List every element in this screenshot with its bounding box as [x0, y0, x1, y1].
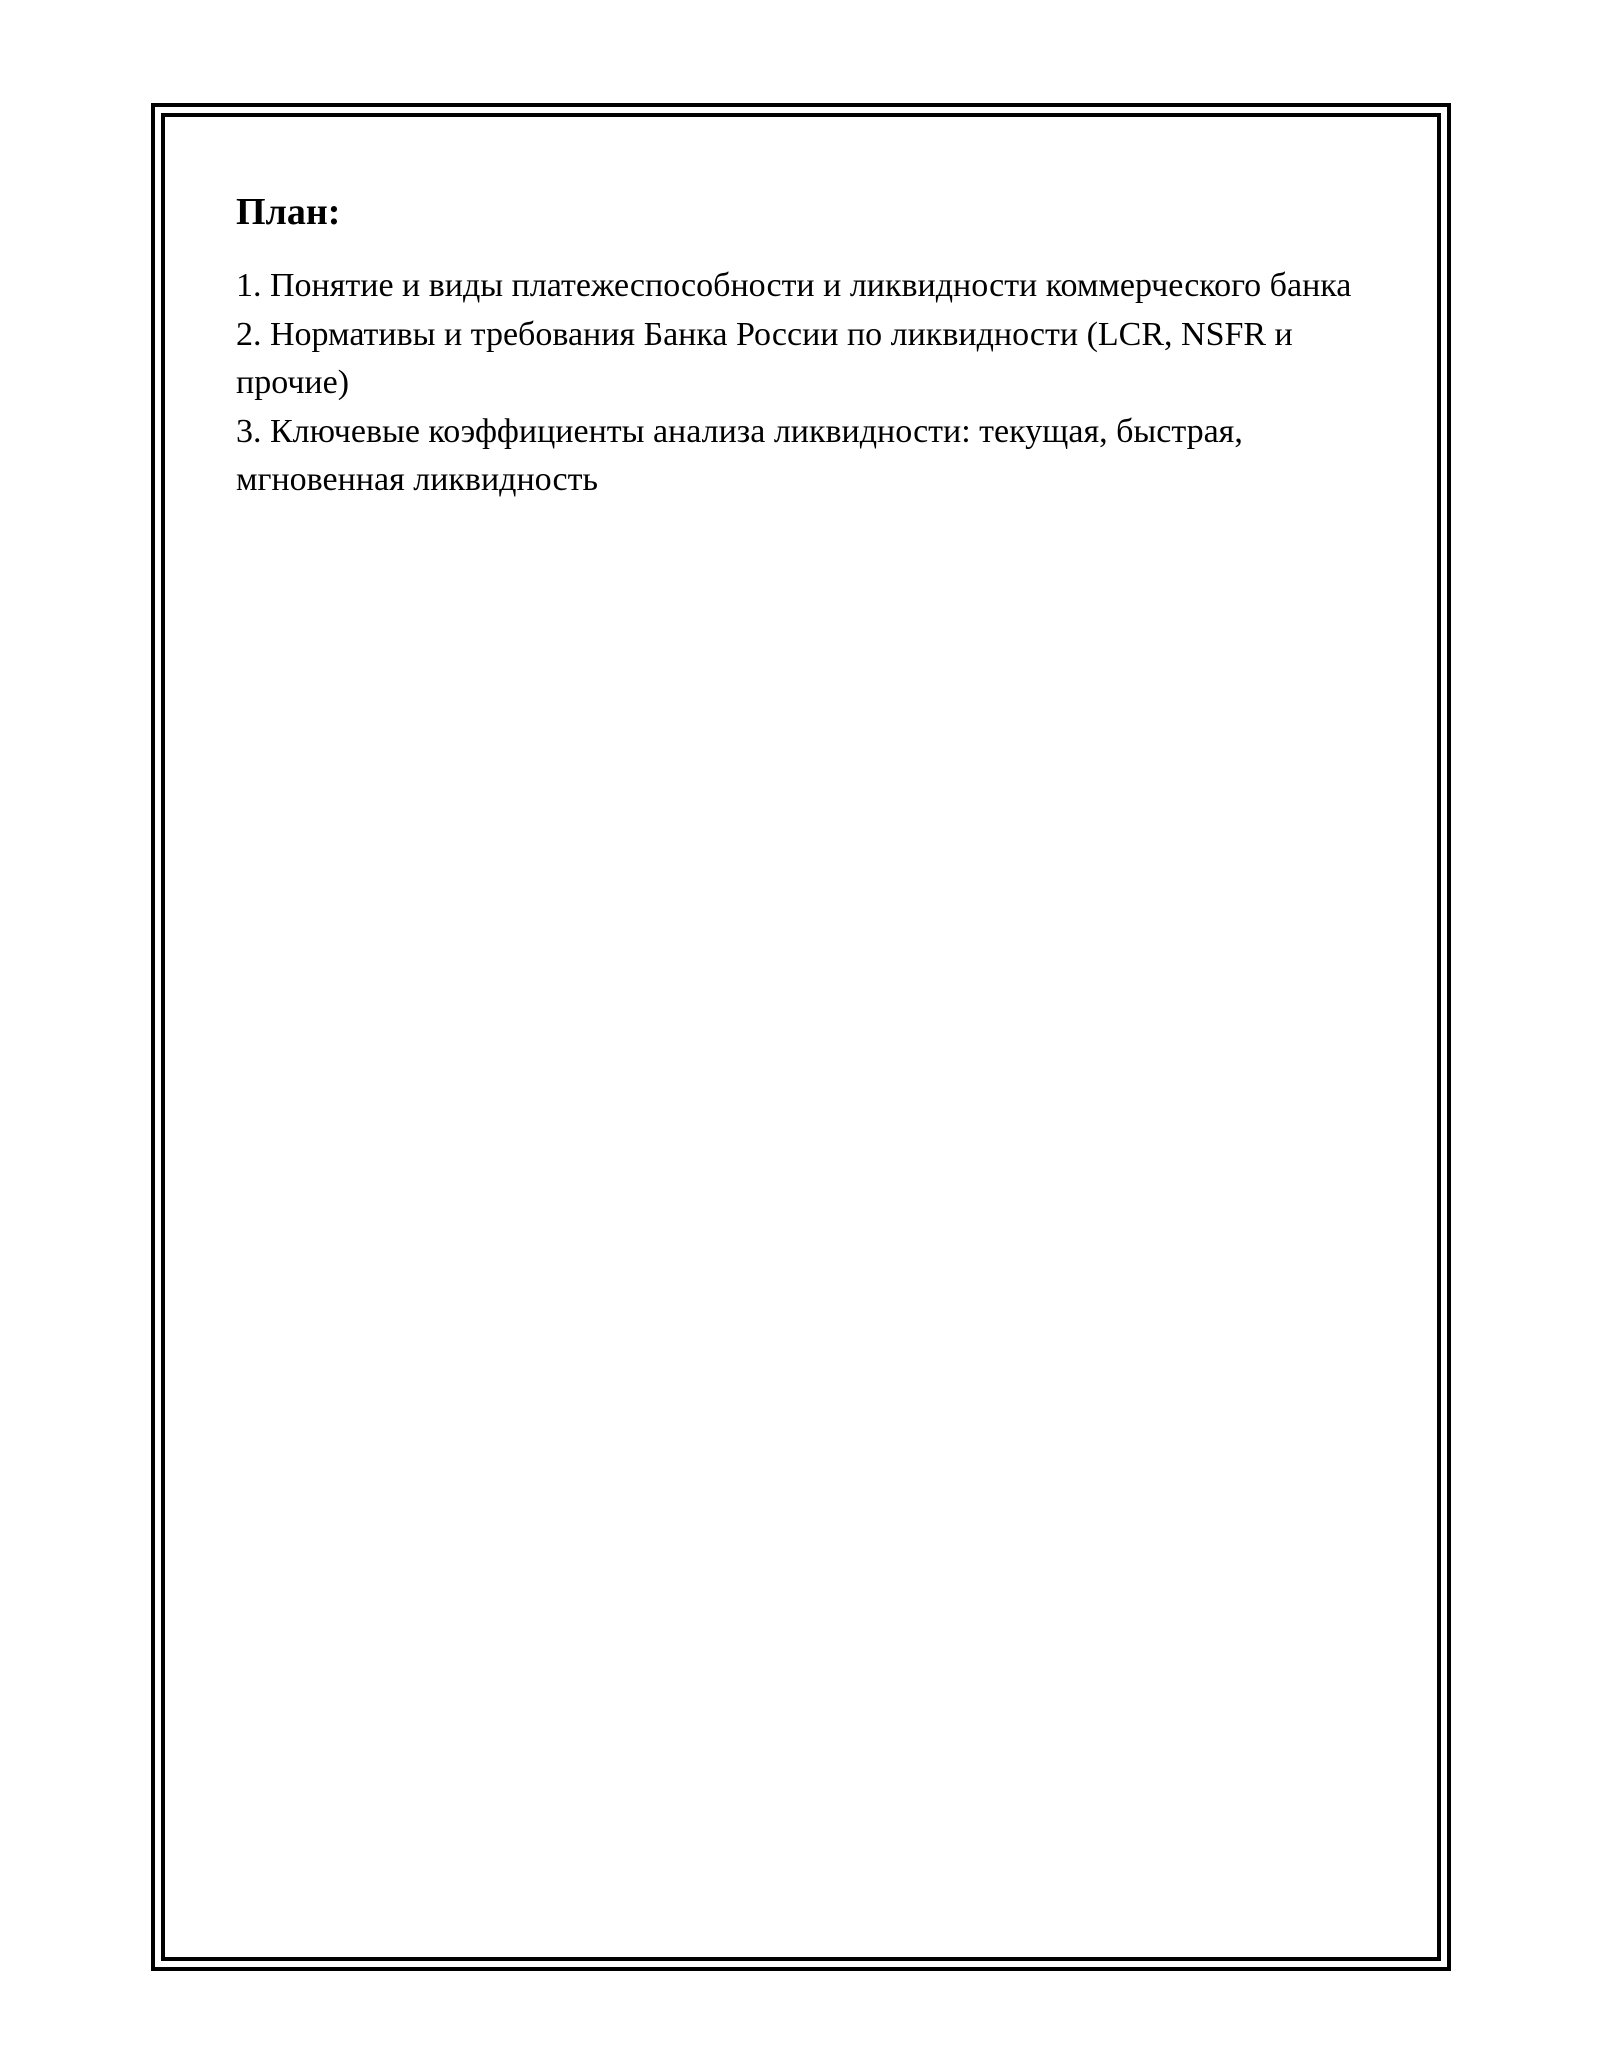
plan-list — [236, 262, 1366, 505]
plan-item-2: 2. Нормативы и требования Банка России по ликвидности (LCR, NSFR и прочие) — [236, 315, 1293, 401]
plan-item-1: 1. Понятие и виды платежеспособности и ликвидности коммерческого банка — [236, 267, 1352, 304]
plan-title: План: — [236, 191, 341, 233]
document-content — [236, 188, 1366, 505]
plan-item-3: 3. Ключевые коэффициенты анализа ликвидности: текущая, быстрая, мгновенная ликвидность — [236, 412, 1243, 498]
